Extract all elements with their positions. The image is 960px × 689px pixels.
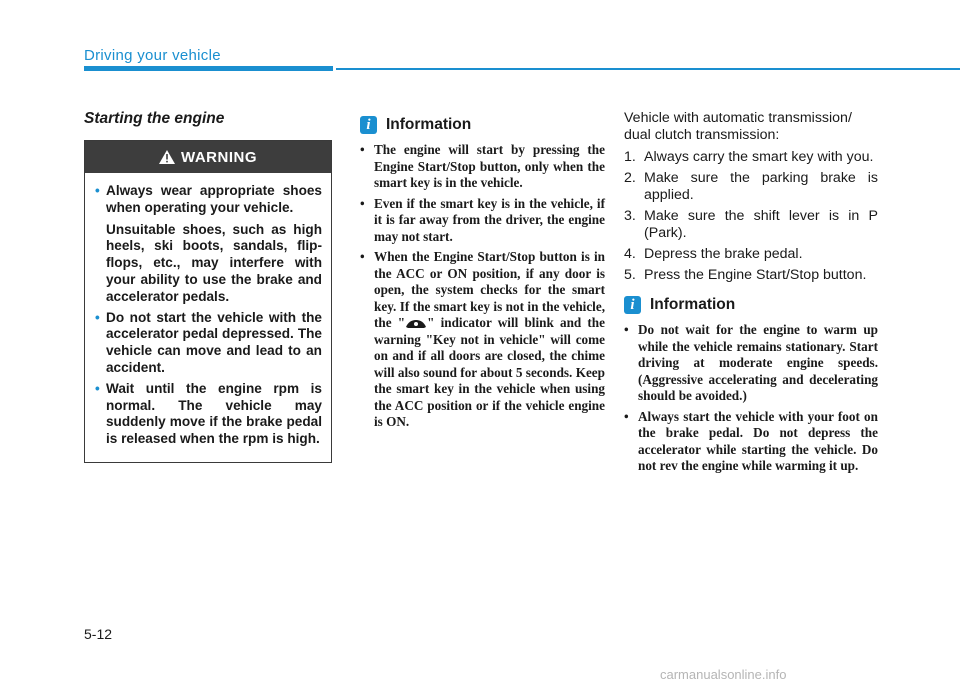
warning-header	[85, 141, 331, 173]
info-item	[624, 322, 878, 405]
info-item	[624, 409, 878, 475]
step-number: 3.	[624, 208, 636, 224]
header-rule-thin	[336, 68, 960, 70]
info-heading	[360, 116, 605, 134]
info-icon: i	[624, 296, 641, 314]
warning-box	[84, 140, 332, 463]
header-rule-thick	[84, 66, 333, 71]
info-icon: i	[360, 116, 377, 134]
bullet-icon: •	[360, 142, 365, 157]
step-number: 2.	[624, 170, 636, 186]
warning-list	[85, 173, 331, 448]
section-heading: Starting the engine	[84, 110, 225, 127]
bullet-icon: •	[95, 183, 100, 198]
step-text: Press the Engine Start/Stop button.	[644, 267, 867, 283]
info-item	[360, 249, 605, 431]
step-text: Depress the brake pedal.	[644, 246, 803, 262]
procedure-step	[624, 208, 878, 242]
info-item-text: Do not wait for the engine to warm up while the vehicle remains stationary. Start driving at moderate engine speeds. (Aggressive accelerating and decelerating should be avoided.)	[638, 322, 878, 403]
warning-item	[95, 381, 322, 448]
warning-item	[95, 183, 322, 306]
procedure-step	[624, 246, 878, 263]
bullet-icon: •	[360, 249, 365, 264]
procedure-step	[624, 267, 878, 284]
warning-item-text: Wait until the engine rpm is normal. The vehicle may suddenly move if the brake pedal is released when the rpm is high.	[106, 380, 322, 447]
bullet-icon: •	[360, 195, 365, 211]
warning-item-text: Always wear appropriate shoes when operating your vehicle.	[106, 183, 322, 215]
step-number: 4.	[624, 246, 636, 262]
procedure-step	[624, 149, 878, 166]
procedure-steps	[624, 149, 878, 284]
info-item-text-before: When the Engine Start/Stop button is in the ACC or ON position, if any door is open, the system checks for the smart key. If the smart key is not in the vehicle, the "	[374, 249, 605, 330]
warning-title: WARNING	[181, 148, 257, 166]
bullet-icon: •	[624, 408, 629, 424]
page-number: 5-12	[84, 626, 113, 642]
info-item	[360, 196, 605, 246]
step-text: Make sure the parking brake is applied.	[644, 170, 878, 203]
step-number: 5.	[624, 267, 636, 283]
info-block-1	[360, 116, 605, 435]
bullet-icon: •	[95, 380, 100, 396]
info-item-text: The engine will start by pressing the Engine Start/Stop button, only when the smart key is in the vehicle.	[374, 142, 605, 190]
bullet-icon: •	[95, 309, 100, 325]
info-title: Information	[650, 296, 736, 313]
step-text: Always carry the smart key with you.	[644, 149, 874, 165]
step-text: Make sure the shift lever is in P (Park).	[644, 208, 878, 241]
info-title: Information	[386, 116, 472, 133]
warning-triangle-icon	[159, 150, 175, 164]
warning-item-text: Do not start the vehicle with the accelerator pedal depressed. The vehicle can move and lead to an accident.	[106, 309, 322, 375]
key-indicator-icon	[405, 318, 427, 330]
section-title: Driving your vehicle	[84, 47, 221, 64]
warning-item-subtext: Unsuitable shoes, such as high heels, ski boots, sandals, flip-flops, etc., may interfere with your ability to use the brake and accelerator pedals.	[106, 221, 322, 304]
info-item-text: Even if the smart key is in the vehicle, if it is far away from the driver, the engine may not start.	[374, 195, 605, 244]
info-list	[360, 142, 605, 431]
watermark: carmanualsonline.info	[660, 667, 787, 682]
info-list	[624, 322, 878, 475]
start-procedure	[624, 110, 878, 479]
info-item-text-after: " indicator will blink and the warning "Key not in vehicle" will come on and if all doors are closed, the chime will also sound for about 5 seconds. Keep the smart key in the vehicle when using the ACC position or if the vehicle engine is ON.	[374, 315, 605, 429]
step-number: 1.	[624, 149, 636, 165]
info-item	[360, 142, 605, 192]
warning-item	[95, 310, 322, 377]
procedure-step	[624, 170, 878, 204]
info-item-text: Always start the vehicle with your foot on the brake pedal. Do not depress the accelerator while starting the vehicle. Do not rev the engine while warming it up.	[638, 408, 878, 473]
info-heading	[624, 296, 878, 314]
bullet-icon: •	[624, 322, 629, 337]
procedure-intro: Vehicle with automatic transmission/ dual clutch transmission:	[624, 110, 852, 143]
